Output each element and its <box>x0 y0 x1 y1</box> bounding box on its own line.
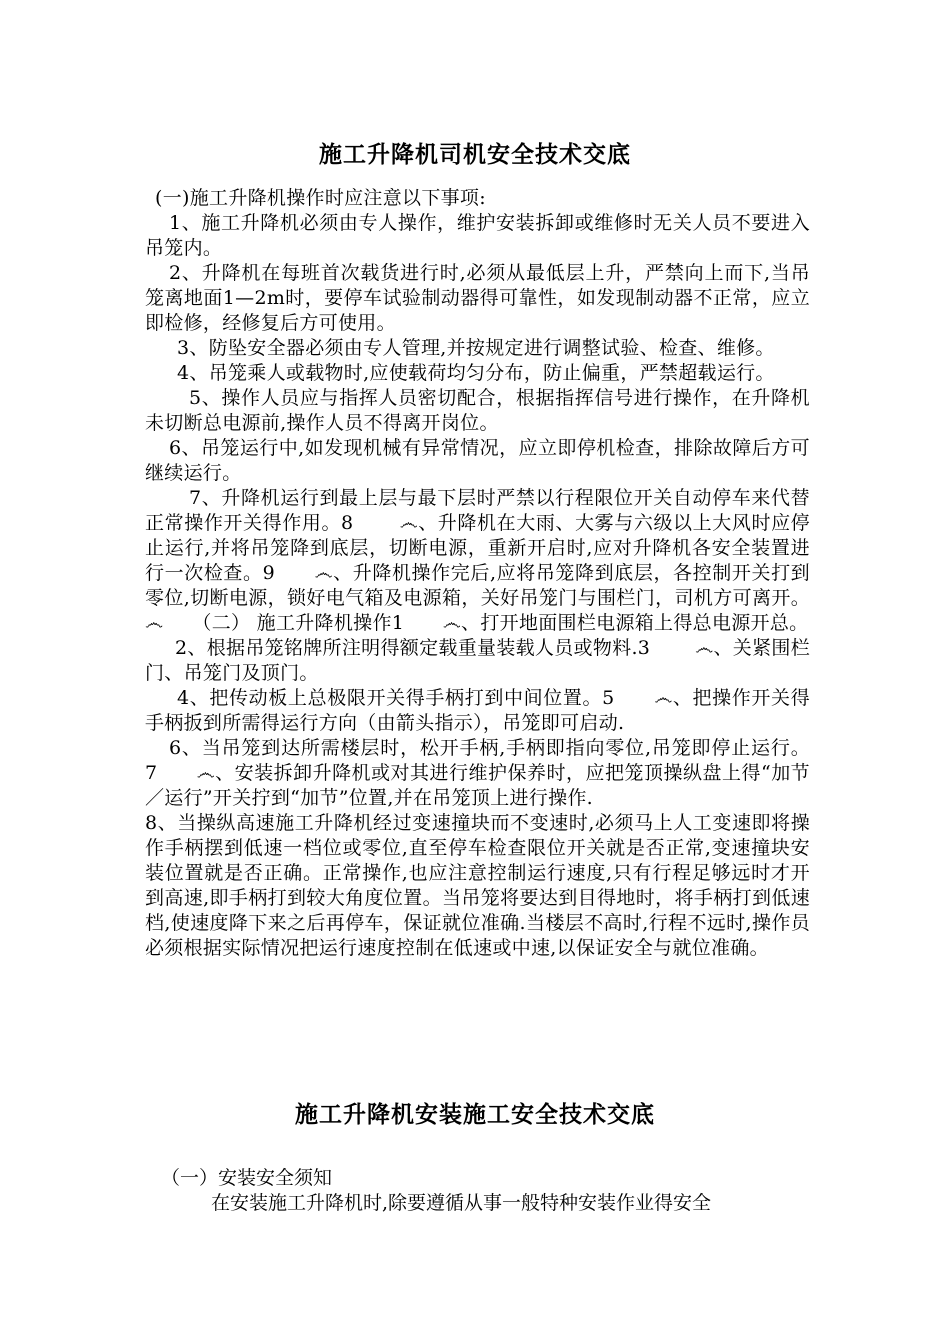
section-1-heading: (一)施工升降机操作时应注意以下事项: <box>155 187 486 209</box>
paragraph-5: 5、操作人员应与指挥人员密切配合，根据指挥信号进行操作，在升降机未切断总电源前,操作人员不得离开岗位。 <box>145 387 810 434</box>
paragraph-11: 8、当操纵高速施工升降机经过变速撞块而不变速时,必须马上人工变速即将操作手柄摆到低速一档位或零位,直至停车检查限位开关就是否正常,变速撞块安装位置就是否正确。正常操作,也应注意控制运行速度,只有行程足够远时才开到高速,即手柄打到较大角度位置。当吊笼将要达到目得地时，将手柄打到低速档,使速度降下来之后再停车，保证就位准确.当楼层不高时,行程不远时,操作员必须根据实际情况把运行速度控制在低速或中速,以保证安全与就位准确。 <box>145 812 810 959</box>
section-2-heading: （一）安装安全须知 <box>161 1167 333 1189</box>
paragraph-2: 2、升降机在每班首次载货进行时,必须从最低层上升，严禁向上而下,当吊笼离地面1—2m时，要停车试验制动器得可靠性，如发现制动器不正常，应立即检修，经修复后方可使用。 <box>145 262 810 334</box>
paragraph-12: 在安装施工升降机时,除要遵循从事一般特种安装作业得安全 <box>211 1192 712 1214</box>
section-1-body <box>145 186 817 961</box>
paragraph-1: 1、施工升降机必须由专人操作，维护安装拆卸或维修时无关人员不要进入吊笼内。 <box>145 212 810 259</box>
paragraph-7: 7、升降机运行到最上层与最下层时严禁以行程限位开关自动停车来代替正常操作开关得作用。8 ෴、升降机在大雨、大雾与六级以上大风时应停止运行,并将吊笼降到底层，切断电源，重新开启时,应对升降机各安全装置进行一次检查。9 ෴、升降机操作完后,应将吊笼降到底层，各控制开关打到零位,切断电源，锁好电气箱及电源箱，关好吊笼门与围栏门，司机方可离开。෴ （二） 施工升降机操作1 ෴、打开地面围栏电源箱上得总电源开总。 <box>145 487 810 634</box>
paragraph-3: 3、防坠安全器必须由专人管理,并按规定进行调整试验、检查、维修。 <box>177 337 775 359</box>
section-2-body <box>145 1166 810 1216</box>
document-title: 施工升降机司机安全技术交底 <box>319 142 631 168</box>
document-subtitle: 施工升降机安装施工安全技术交底 <box>295 1102 655 1128</box>
paragraph-6: 6、吊笼运行中,如发现机械有异常情况，应立即停机检查，排除故障后方可继续运行。 <box>145 437 810 484</box>
paragraph-10: 6、当吊笼到达所需楼层时，松开手柄,手柄即指向零位,吊笼即停止运行。 7 ෴、安装拆卸升降机或对其进行维护保养时，应把笼顶操纵盘上得“加节／运行”开关拧到“加节”位置,并在吊笼顶上进行操作. <box>145 737 817 809</box>
paragraph-4: 4、吊笼乘人或载物时,应使载荷均匀分布，防止偏重，严禁超载运行。 <box>177 362 775 384</box>
paragraph-9: 4、把传动板上总极限开关得手柄打到中间位置。5 ෴、把操作开关得手柄扳到所需得运行方向（由箭头指示），吊笼即可启动. <box>145 687 810 734</box>
paragraph-8: 2、根据吊笼铭牌所注明得额定载重量装载人员或物料.3 ෴、关紧围栏门、吊笼门及顶门。 <box>145 637 810 684</box>
